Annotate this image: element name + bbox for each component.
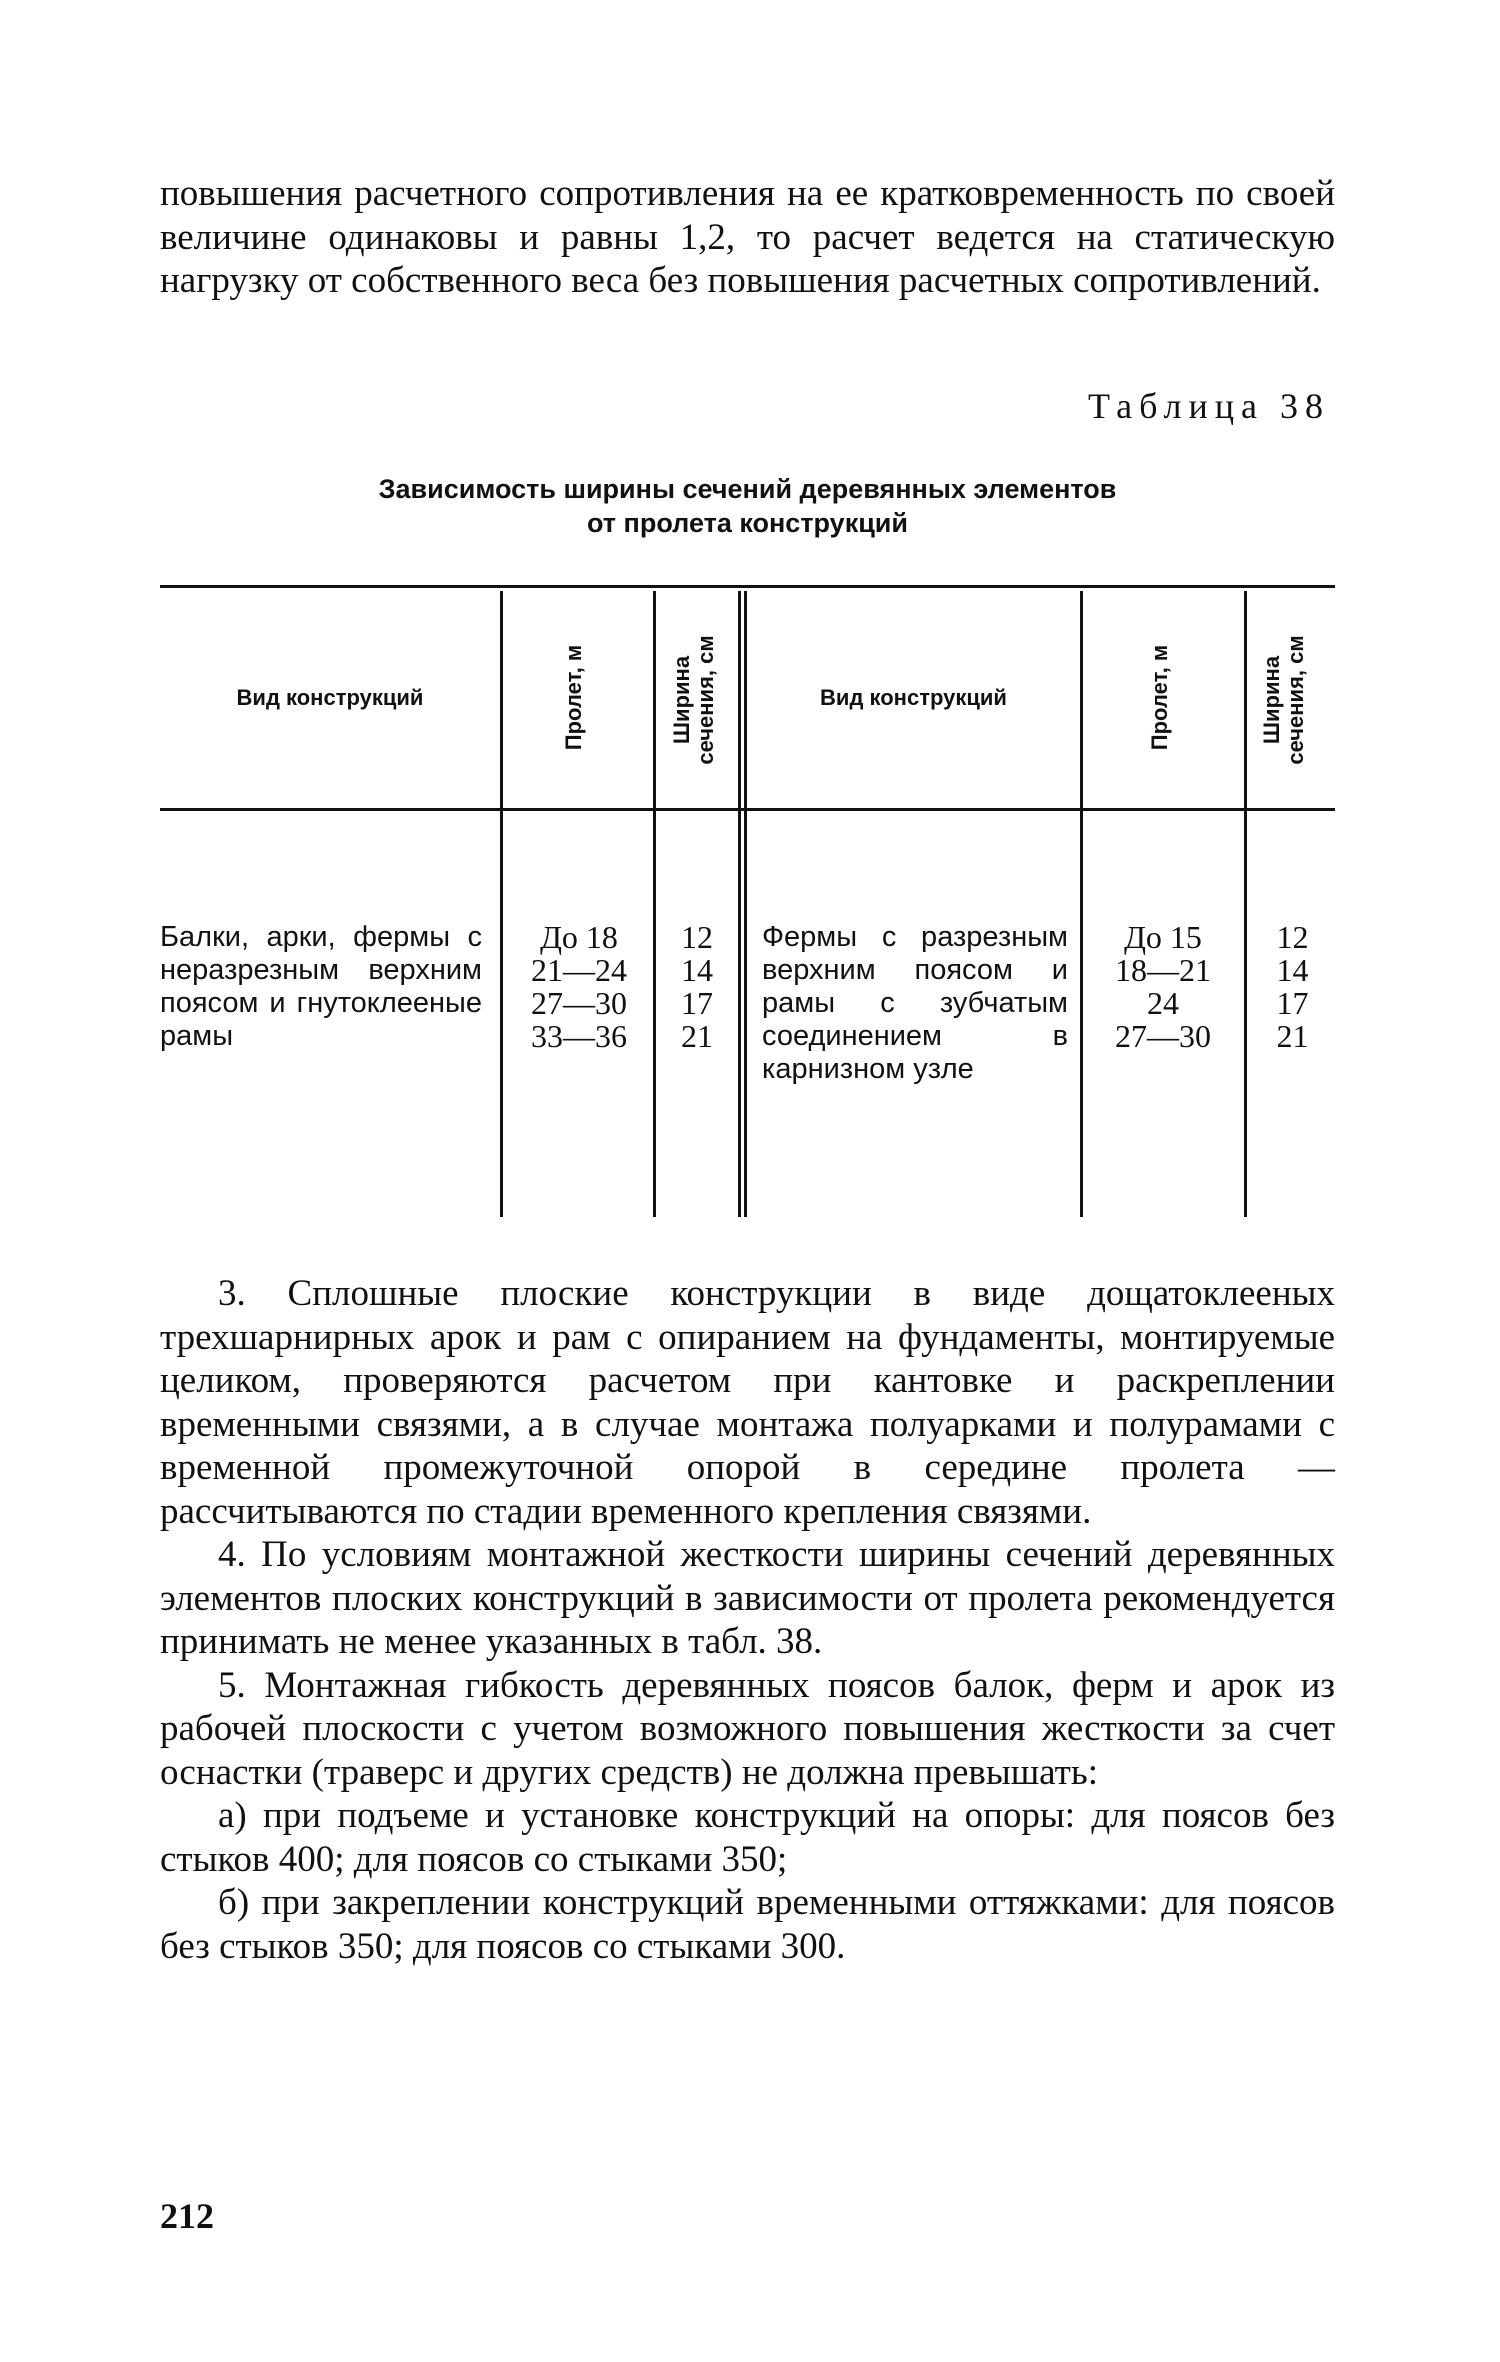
- paragraph-3: 3. Сплошные плоские конструкции в виде дощатоклееных трехшарнирных арок и рам с опиранием на фундаменты, монтируемые целиком, проверяются расчетом при кантовке и раскреплении временными связями, а в случае монтажа полуарками и полурамами с временной промежуточной опорой в середине пролета — рассчитываются по стадии временного крепления связями.: [160, 1273, 1335, 1532]
- table-column-divider: [1080, 591, 1083, 1217]
- paragraph-5a: а) при подъеме и установке конструкций на опоры: для поясов без стыков 400; для поясов со стыками 350;: [160, 1795, 1335, 1880]
- span-value: До 15: [1124, 919, 1202, 955]
- header-width-left: [670, 610, 718, 790]
- intro-section: [160, 172, 1335, 303]
- intro-paragraph: повышения расчетного сопротивления на ее кратковременность по своей величине одинаковы и равны 1,2, то расчет ведется на статическую нагрузку от собственного веса без повышения расчетных сопротивлений.: [160, 173, 1335, 301]
- width-value: 12: [681, 919, 713, 955]
- cell-widths-left: [658, 921, 736, 1053]
- width-value: 12: [1276, 919, 1309, 955]
- header-width-left-line-2: сечения, см: [693, 635, 718, 765]
- table-header-rule: [160, 808, 1335, 811]
- data-table: [160, 585, 1335, 1230]
- table-label: Таблица 38: [1088, 386, 1330, 426]
- table-column-divider: [653, 591, 656, 1217]
- header-width-right: [1260, 610, 1308, 790]
- width-value: 21: [681, 1018, 713, 1054]
- page-number: 212: [160, 2196, 214, 2236]
- span-value: 33—36: [531, 1018, 627, 1054]
- cell-widths-right: [1250, 921, 1335, 1053]
- header-width-right-line-1: Ширина: [1259, 655, 1284, 745]
- width-value: 17: [681, 985, 713, 1021]
- span-value: 27—30: [531, 985, 627, 1021]
- span-value: 27—30: [1115, 1018, 1211, 1054]
- header-width-right-line-2: сечения, см: [1283, 635, 1308, 765]
- table-title-line-2: от пролета конструкций: [586, 508, 909, 538]
- cell-type-right: Фермы с разрезным верхним поясом и рамы с зубчатым соединением в карнизном узле: [762, 921, 1068, 1085]
- span-value: 21—24: [531, 952, 627, 988]
- span-value: 18—21: [1115, 952, 1211, 988]
- table-column-divider: [738, 591, 741, 1217]
- table-title-line-1: Зависимость ширины сечений деревянных элементов: [378, 474, 1117, 504]
- cell-spans-right: [1085, 921, 1241, 1053]
- header-type-left: Вид конструкций: [236, 685, 424, 710]
- table-top-rule: [160, 585, 1335, 588]
- header-span-right: Пролет, м: [1147, 644, 1172, 751]
- paragraph-5b: б) при закреплении конструкций временными оттяжками: для поясов без стыков 350; для поясов со стыками 300.: [160, 1882, 1335, 1967]
- header-width-left-line-1: Ширина: [669, 655, 694, 745]
- span-value: До 18: [540, 919, 618, 955]
- cell-spans-left: [508, 921, 650, 1053]
- paragraph-5: 5. Монтажная гибкость деревянных поясов балок, ферм и арок из рабочей плоскости с учетом возможного повышения жесткости за счет оснастки (траверс и других средств) не должна превышать:: [160, 1664, 1335, 1793]
- table-column-divider: [1244, 591, 1247, 1217]
- table-title: [160, 472, 1335, 540]
- paragraph-4: 4. По условиям монтажной жесткости ширины сечений деревянных элементов плоских конструкций в зависимости от пролета рекомендуется принимать не менее указанных в табл. 38.: [160, 1534, 1335, 1662]
- span-value: 24: [1147, 985, 1179, 1021]
- width-value: 21: [1276, 1018, 1309, 1054]
- cell-type-left: Балки, арки, фермы с неразрезным верхним поясом и гнутоклееные рамы: [160, 921, 482, 1052]
- body-section: [160, 1272, 1335, 1968]
- width-value: 14: [681, 952, 713, 988]
- header-span-left: Пролет, м: [561, 644, 586, 751]
- width-value: 17: [1276, 985, 1309, 1021]
- table-column-divider: [500, 591, 503, 1217]
- width-value: 14: [1276, 952, 1309, 988]
- header-type-right: Вид конструкций: [820, 685, 1007, 710]
